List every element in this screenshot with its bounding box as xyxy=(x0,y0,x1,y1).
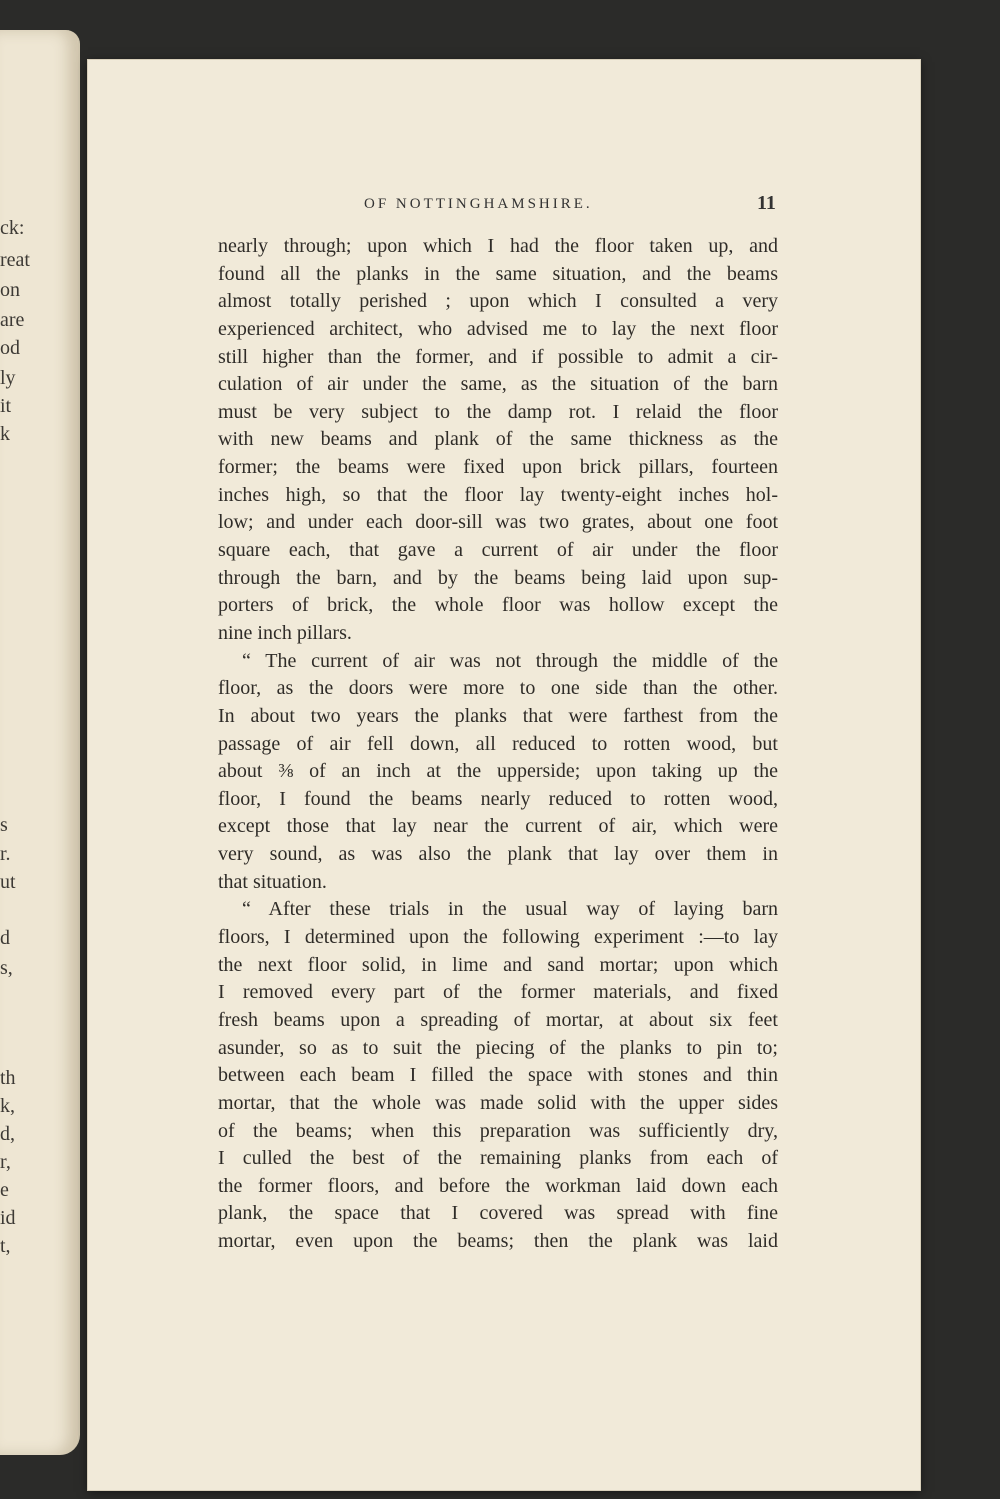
text-line: the former floors, and before the workman laid down each xyxy=(218,1174,778,1197)
text-line: porters of brick, the whole floor was hollow except the xyxy=(218,594,778,617)
text-line: floors, I determined upon the following experiment :—to lay xyxy=(218,926,778,949)
text-line: that situation. xyxy=(218,870,327,893)
left-page-fragment: k xyxy=(0,423,10,445)
text-line: found all the planks in the same situation, and the beams xyxy=(218,262,778,285)
left-page-fragment: s xyxy=(0,814,8,836)
text-line: floor, as the doors were more to one side than the other. xyxy=(218,677,778,700)
text-line: between each beam I filled the space with stones and thin xyxy=(218,1064,778,1087)
text-line: In about two years the planks that were farthest from the xyxy=(218,704,778,727)
left-page-edge xyxy=(0,30,80,1455)
text-line: of the beams; when this preparation was sufficiently dry, xyxy=(218,1119,778,1142)
left-page-fragment: th xyxy=(0,1067,16,1089)
left-page-fragment: d xyxy=(0,927,10,949)
text-line: very sound, as was also the plank that lay over them in xyxy=(218,843,778,866)
left-page-fragment: reat xyxy=(0,249,30,271)
text-line: about ⅜ of an inch at the upperside; upon taking up the xyxy=(218,760,778,783)
left-page-fragment: od xyxy=(0,337,20,359)
text-line: square each, that gave a current of air under the floor xyxy=(218,539,778,562)
text-line: almost totally perished ; upon which I consulted a very xyxy=(218,290,778,313)
text-line: plank, the space that I covered was spread with fine xyxy=(218,1202,778,1225)
text-line: inches high, so that the floor lay twenty-eight inches hol- xyxy=(218,483,778,506)
text-line: the next floor solid, in lime and sand mortar; upon which xyxy=(218,953,778,976)
body-text xyxy=(218,233,778,1256)
text-line: still higher than the former, and if possible to admit a cir- xyxy=(218,345,778,368)
left-page-fragment: on xyxy=(0,279,20,301)
text-line: except those that lay near the current of air, which were xyxy=(218,815,778,838)
text-line: “ The current of air was not through the middle of the xyxy=(242,649,778,672)
left-page-fragment: r, xyxy=(0,1151,11,1173)
text-line: low; and under each door-sill was two grates, about one foot xyxy=(218,511,778,534)
text-line: experienced architect, who advised me to lay the next floor xyxy=(218,317,778,340)
left-page-fragment: ut xyxy=(0,871,16,893)
text-line: I culled the best of the remaining planks from each of xyxy=(218,1147,778,1170)
text-line: nearly through; upon which I had the floor taken up, and xyxy=(218,235,778,257)
left-page-fragment: s, xyxy=(0,957,13,979)
left-page-fragment: are xyxy=(0,309,25,331)
text-line: culation of air under the same, as the situation of the barn xyxy=(218,373,778,396)
text-line: I removed every part of the former materials, and fixed xyxy=(218,981,778,1004)
left-page-fragment: e xyxy=(0,1179,9,1201)
text-line: mortar, even upon the beams; then the plank was laid xyxy=(218,1230,778,1253)
text-line: fresh beams upon a spreading of mortar, at about six feet xyxy=(218,1008,778,1031)
left-page-fragment: k, xyxy=(0,1095,15,1117)
text-line: mortar, that the whole was made solid with the upper sides xyxy=(218,1091,778,1114)
text-line: with new beams and plank of the same thickness as the xyxy=(218,428,778,451)
left-page-fragment: it xyxy=(0,395,12,417)
left-page-fragment: r. xyxy=(0,843,11,865)
page-number: 11 xyxy=(757,192,776,214)
text-line: floor, I found the beams nearly reduced to rotten wood, xyxy=(218,787,778,810)
text-line: “ After these trials in the usual way of laying barn xyxy=(242,898,778,921)
left-page-fragment: ck: xyxy=(0,217,25,239)
text-line: passage of air fell down, all reduced to rotten wood, but xyxy=(218,732,778,755)
left-page-fragment: t, xyxy=(0,1235,11,1257)
text-line: asunder, so as to suit the piecing of the planks to pin to; xyxy=(218,1036,778,1059)
running-head: OF NOTTINGHAMSHIRE. xyxy=(364,196,593,212)
text-line: through the barn, and by the beams being laid upon sup- xyxy=(218,566,778,589)
left-page-fragment: ly xyxy=(0,367,16,389)
text-line: must be very subject to the damp rot. I relaid the floor xyxy=(218,400,778,423)
left-page-fragment: d, xyxy=(0,1123,15,1145)
text-line: nine inch pillars. xyxy=(218,621,352,644)
text-line: former; the beams were fixed upon brick pillars, fourteen xyxy=(218,456,778,479)
left-page-fragment: id xyxy=(0,1207,16,1229)
